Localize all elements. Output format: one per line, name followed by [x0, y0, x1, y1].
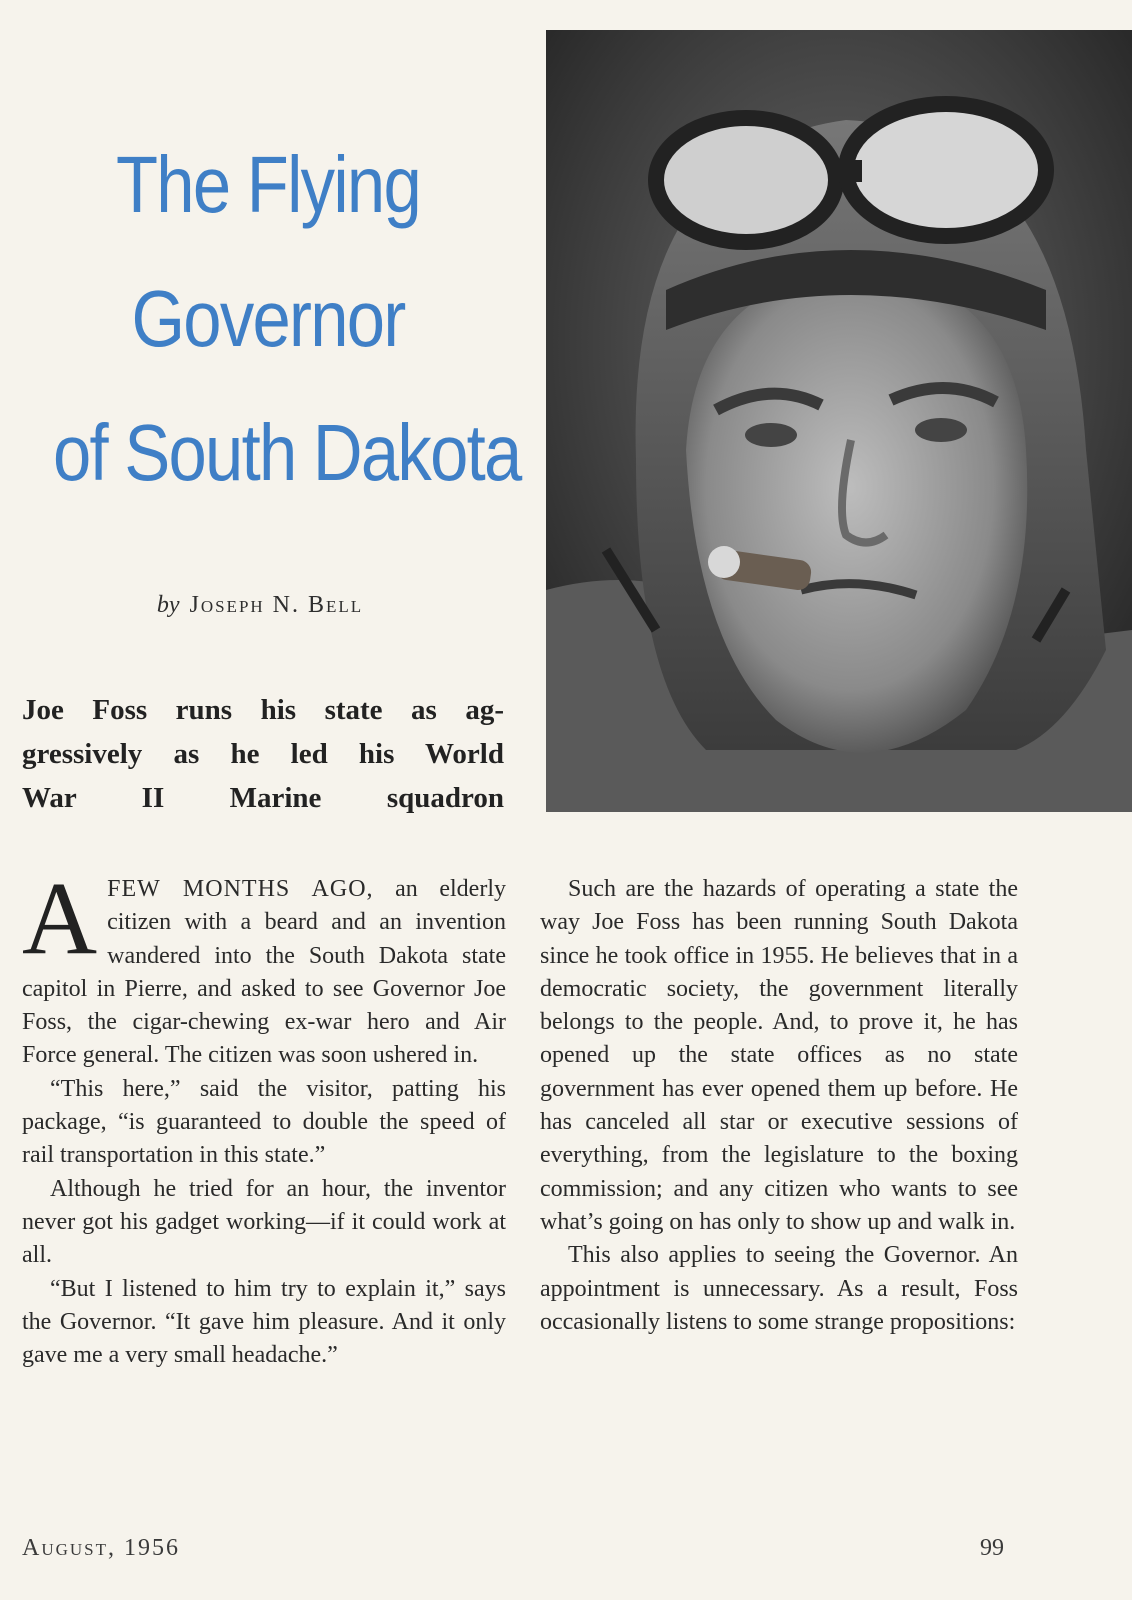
article-title	[53, 118, 521, 520]
title-line-3: of South Dakota	[53, 408, 521, 497]
page-number: 99	[980, 1535, 1004, 1561]
paragraph-text: an elderly citizen with a beard and an invention wandered into the South Dakota state capitol in Pierre, and asked to see Governor Joe Foss, the cigar-chewing ex-war hero and Air Force general. The citizen was soon ushered in.	[22, 876, 506, 1069]
deck-line-3: War II Marine squadron	[22, 782, 504, 814]
pilot-portrait-illustration	[546, 30, 1132, 812]
pilot-portrait-photo	[546, 30, 1132, 812]
deck-line-2: gressively as he led his World	[22, 738, 504, 770]
author-name: Joseph N. Bell	[189, 592, 364, 618]
byline-prefix: by	[156, 592, 180, 618]
body-paragraph: Such are the hazards of operating a state the way Joe Foss has been running South Dakota since he took office in 1955. He believes that in a democratic society, the government literally belongs to the people. And, to prove it, he has opened up the state offices as no state government has ever opened them up before. He has canceled all star or executive sessions of everything, from the legislature to the boxing commission; and any citizen who wants to see what’s going on has only to show up and walk in.	[540, 876, 1018, 1235]
byline	[60, 592, 460, 619]
body-column-left	[22, 861, 506, 1372]
body-paragraph: This also applies to seeing the Governor. An appointment is unnecessary. As a result, Foss occasionally listens to some strange propositions:	[540, 1242, 1018, 1335]
body-paragraph	[22, 861, 506, 1073]
issue-date: August, 1956	[22, 1535, 181, 1561]
body-paragraph: “This here,” said the visitor, patting his package, “is guaranteed to double the speed of rail transportation in this state.”	[22, 1075, 506, 1169]
article-deck	[22, 688, 504, 820]
deck-line-1: Joe Foss runs his state as ag-	[22, 694, 504, 726]
title-line-1: The Flying	[115, 140, 420, 229]
body-column-right	[540, 873, 1018, 1339]
body-paragraph: Although he tried for an hour, the inventor never got his gadget working—if it could work at all.	[22, 1175, 506, 1269]
lead-caps: FEW MONTHS AGO,	[107, 876, 374, 902]
title-line-2: Governor	[131, 274, 405, 363]
body-paragraph: “But I listened to him try to explain it,” says the Governor. “It gave him pleasure. And it only gave me a very small headache.”	[22, 1275, 506, 1369]
drop-cap: A	[22, 861, 98, 976]
